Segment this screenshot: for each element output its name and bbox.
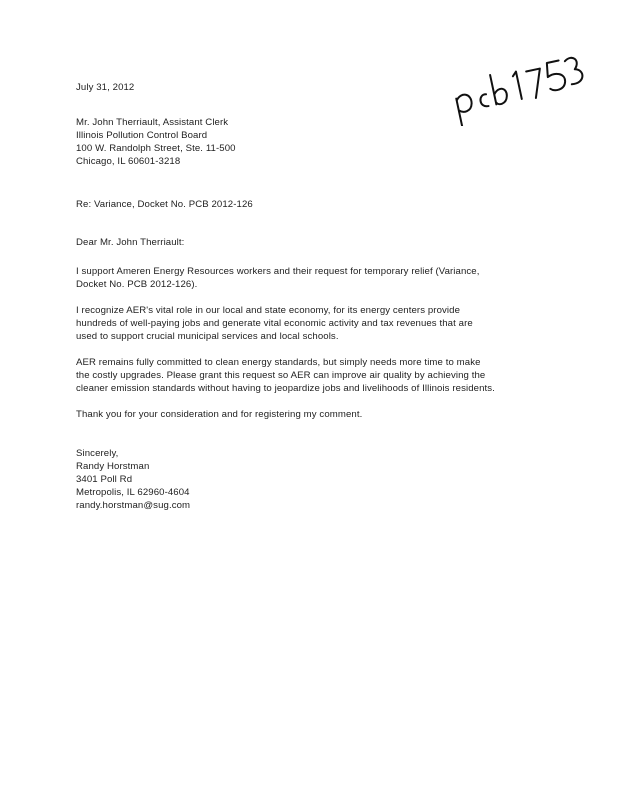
paragraph-1-line-2: Docket No. PCB 2012-126).: [76, 279, 198, 290]
paragraph-2-line-2: hundreds of well-paying jobs and generate vital economic activity and tax revenues that are: [76, 318, 473, 329]
signature-name: Randy Horstman: [76, 461, 150, 472]
recipient-line-1: Mr. John Therriault, Assistant Clerk: [76, 117, 229, 128]
recipient-line-2: Illinois Pollution Control Board: [76, 130, 208, 141]
paragraph-1-line-1: I support Ameren Energy Resources workers and their request for temporary relief (Variance,: [76, 266, 480, 277]
paragraph-2-line-3: used to support crucial municipal services and local schools.: [76, 331, 339, 342]
paragraph-3-line-2: the costly upgrades. Please grant this request so AER can improve air quality by achieving the: [76, 370, 486, 381]
signature-street: 3401 Poll Rd: [76, 474, 133, 485]
re-line: Re: Variance, Docket No. PCB 2012-126: [76, 199, 253, 210]
salutation: Dear Mr. John Therriault:: [76, 237, 185, 248]
closing: Sincerely,: [76, 448, 119, 459]
paragraph-2-line-1: I recognize AER's vital role in our local and state economy, for its energy centers provide: [76, 305, 461, 316]
paragraph-3-line-3: cleaner emission standards without having to jeopardize jobs and livelihoods of Illinois residents.: [76, 383, 495, 394]
paragraph-3-line-1: AER remains fully committed to clean energy standards, but simply needs more time to make: [76, 357, 481, 368]
signature-city: Metropolis, IL 62960-4604: [76, 487, 190, 498]
handwritten-docket-note: [446, 56, 586, 126]
recipient-line-3: 100 W. Randolph Street, Ste. 11-500: [76, 143, 236, 154]
signature-email: randy.horstman@sug.com: [76, 500, 191, 511]
letter-date: July 31, 2012: [76, 82, 135, 93]
paragraph-4-line-1: Thank you for your consideration and for registering my comment.: [76, 409, 363, 420]
recipient-line-4: Chicago, IL 60601-3218: [76, 156, 181, 167]
